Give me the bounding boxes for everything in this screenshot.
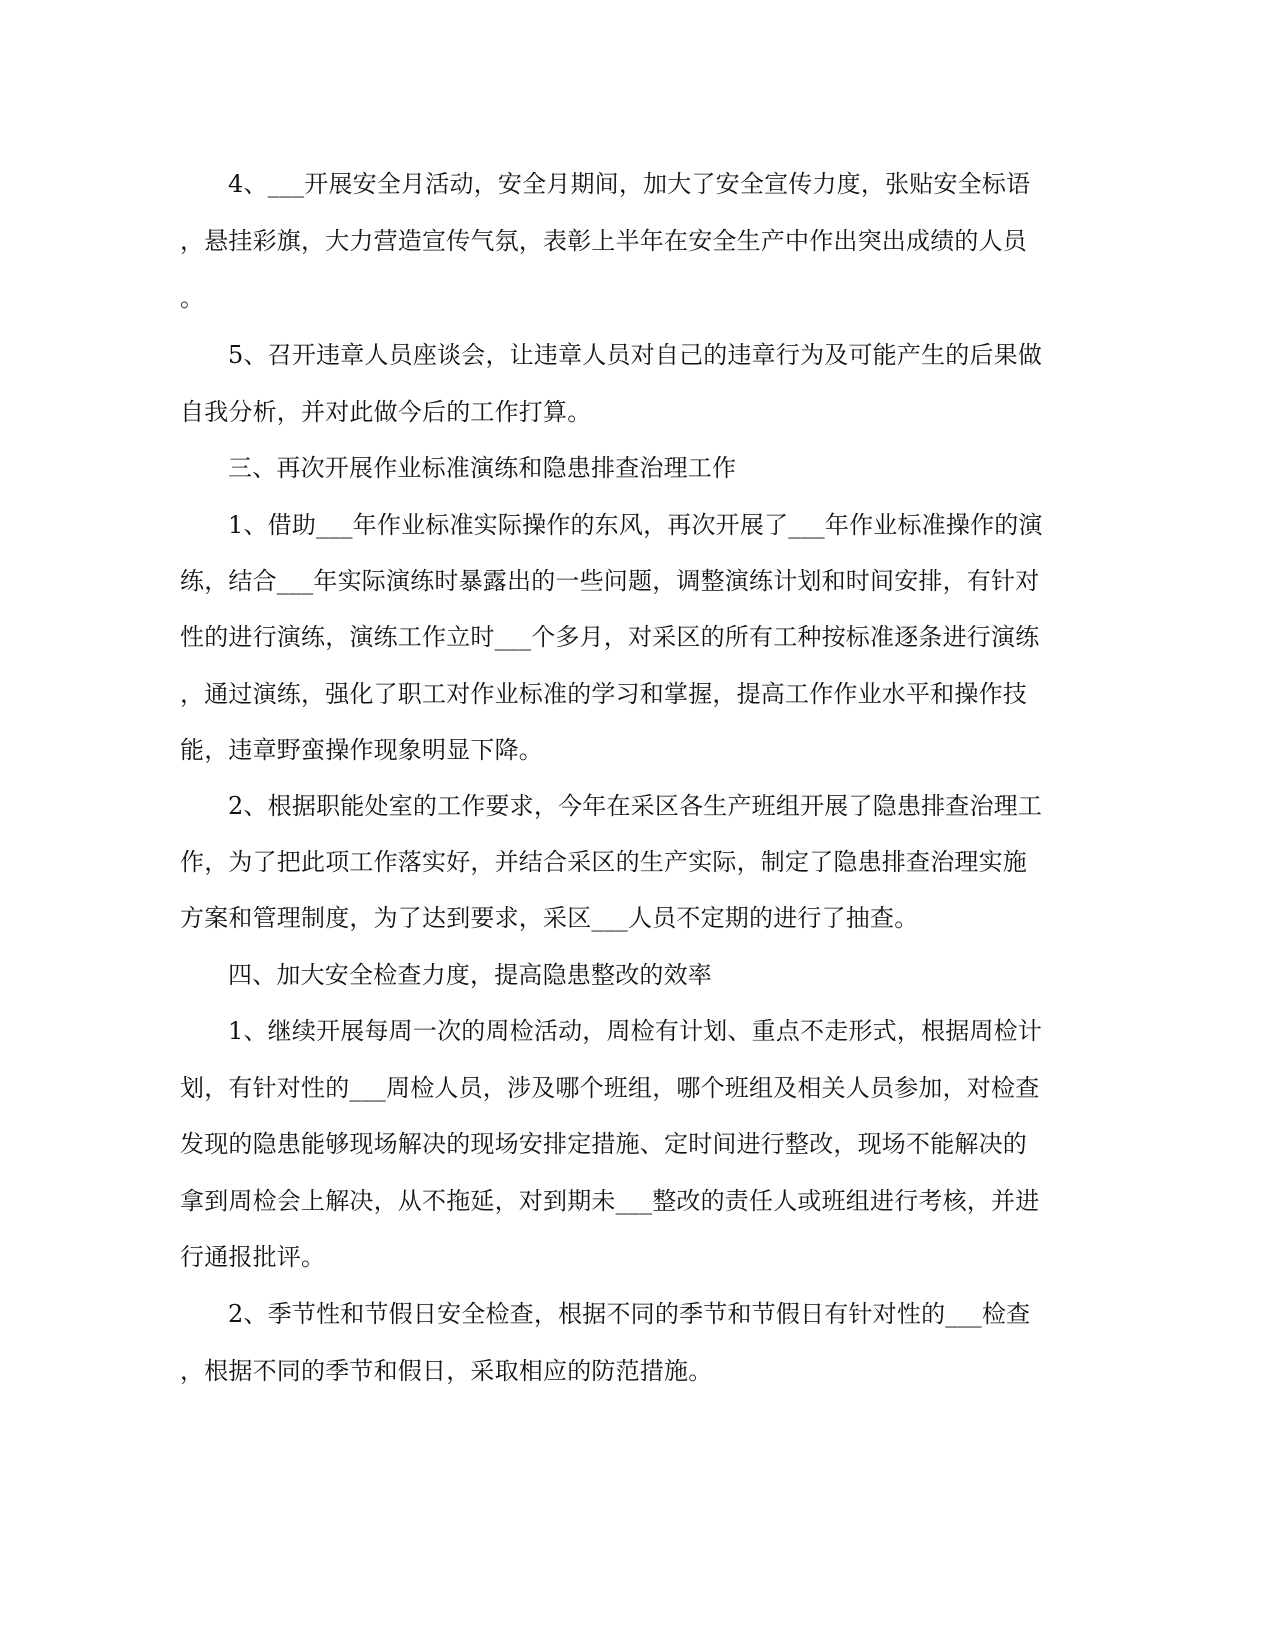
text-line: 1、继续开展每周一次的周检活动，周检有计划、重点不走形式，根据周检计 <box>228 1017 1043 1045</box>
text-line: 2、根据职能处室的工作要求，今年在采区各生产班组开展了隐患排查治理工 <box>228 792 1043 820</box>
text-line: 5、召开违章人员座谈会，让违章人员对自己的违章行为及可能产生的后果做 <box>228 341 1043 369</box>
text-line: 自我分析，并对此做今后的工作打算。 <box>180 398 592 426</box>
text-line: 方案和管理制度，为了达到要求，采区___人员不定期的进行了抽查。 <box>180 904 919 932</box>
text-line: 练，结合___年实际演练时暴露出的一些问题，调整演练计划和时间安排，有针对 <box>180 567 1040 595</box>
text-line: 1、借助___年作业标准实际操作的东风，再次开展了___年作业标准操作的演 <box>228 511 1043 539</box>
text-line: 拿到周检会上解决，从不拖延，对到期未___整改的责任人或班组进行考核，并进 <box>180 1187 1040 1215</box>
text-line: 2、季节性和节假日安全检查，根据不同的季节和节假日有针对性的___检查 <box>228 1300 1031 1328</box>
text-line: 划，有针对性的___周检人员，涉及哪个班组，哪个班组及相关人员参加，对检查 <box>180 1074 1040 1102</box>
text-line: ，悬挂彩旗，大力营造宣传气氛，表彰上半年在安全生产中作出突出成绩的人员 <box>180 227 1027 255</box>
text-line: 能，违章野蛮操作现象明显下降。 <box>180 736 543 764</box>
text-line: 4、___开展安全月活动，安全月期间，加大了安全宣传力度，张贴安全标语 <box>228 170 1031 198</box>
section-heading: 四、加大安全检查力度，提高隐患整改的效率 <box>228 961 712 989</box>
section-heading: 三、再次开展作业标准演练和隐患排查治理工作 <box>228 454 737 482</box>
text-line: 性的进行演练，演练工作立时___个多月，对采区的所有工种按标准逐条进行演练 <box>180 623 1040 651</box>
text-line: 。 <box>180 284 205 312</box>
text-line: 行通报批评。 <box>180 1243 326 1271</box>
text-line: 作，为了把此项工作落实好，并结合采区的生产实际，制定了隐患排查治理实施 <box>180 848 1027 876</box>
text-line: 发现的隐患能够现场解决的现场安排定措施、定时间进行整改，现场不能解决的 <box>180 1130 1027 1158</box>
text-line: ，通过演练，强化了职工对作业标准的学习和掌握，提高工作作业水平和操作技 <box>180 680 1027 708</box>
text-line: ，根据不同的季节和假日，采取相应的防范措施。 <box>180 1357 713 1385</box>
